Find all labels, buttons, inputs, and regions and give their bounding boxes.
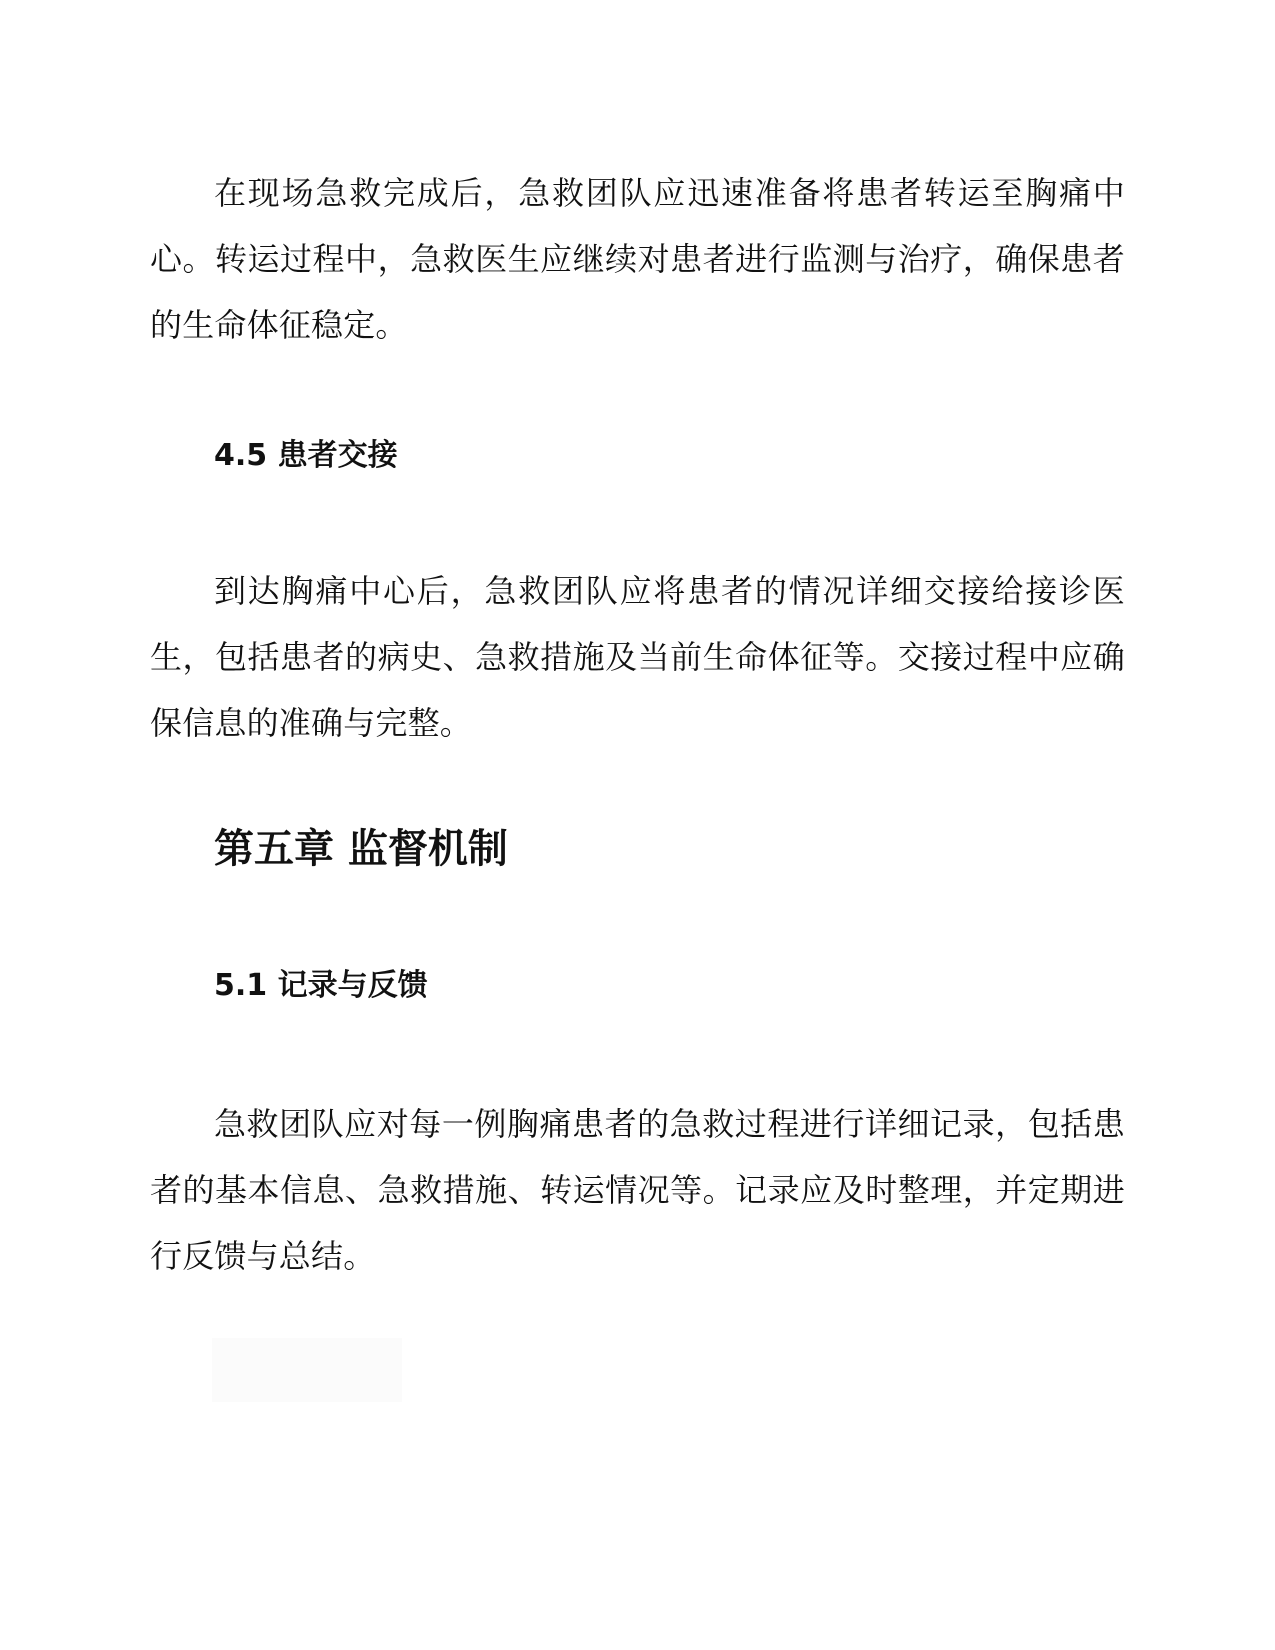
chapter-title-5: 第五章 监督机制 (214, 826, 508, 872)
paragraph-handover: 到达胸痛中心后，急救团队应将患者的情况详细交接给接诊医生，包括患者的病史、急救措施及当前生命体征等。交接过程中应确保信息的准确与完整。 (150, 572, 1125, 742)
section-heading-5-1: 5.1 记录与反馈 (214, 968, 428, 1003)
paragraph-transport: 在现场急救完成后，急救团队应迅速准备将患者转运至胸痛中心。转运过程中，急救医生应继续对患者进行监测与治疗，确保患者的生命体征稳定。 (150, 174, 1125, 344)
paragraph-record-feedback: 急救团队应对每一例胸痛患者的急救过程进行详细记录，包括患者的基本信息、急救措施、转运情况等。记录应及时整理，并定期进行反馈与总结。 (150, 1105, 1125, 1275)
faint-blank-region (212, 1338, 402, 1402)
section-heading-4-5: 4.5 患者交接 (214, 438, 398, 473)
